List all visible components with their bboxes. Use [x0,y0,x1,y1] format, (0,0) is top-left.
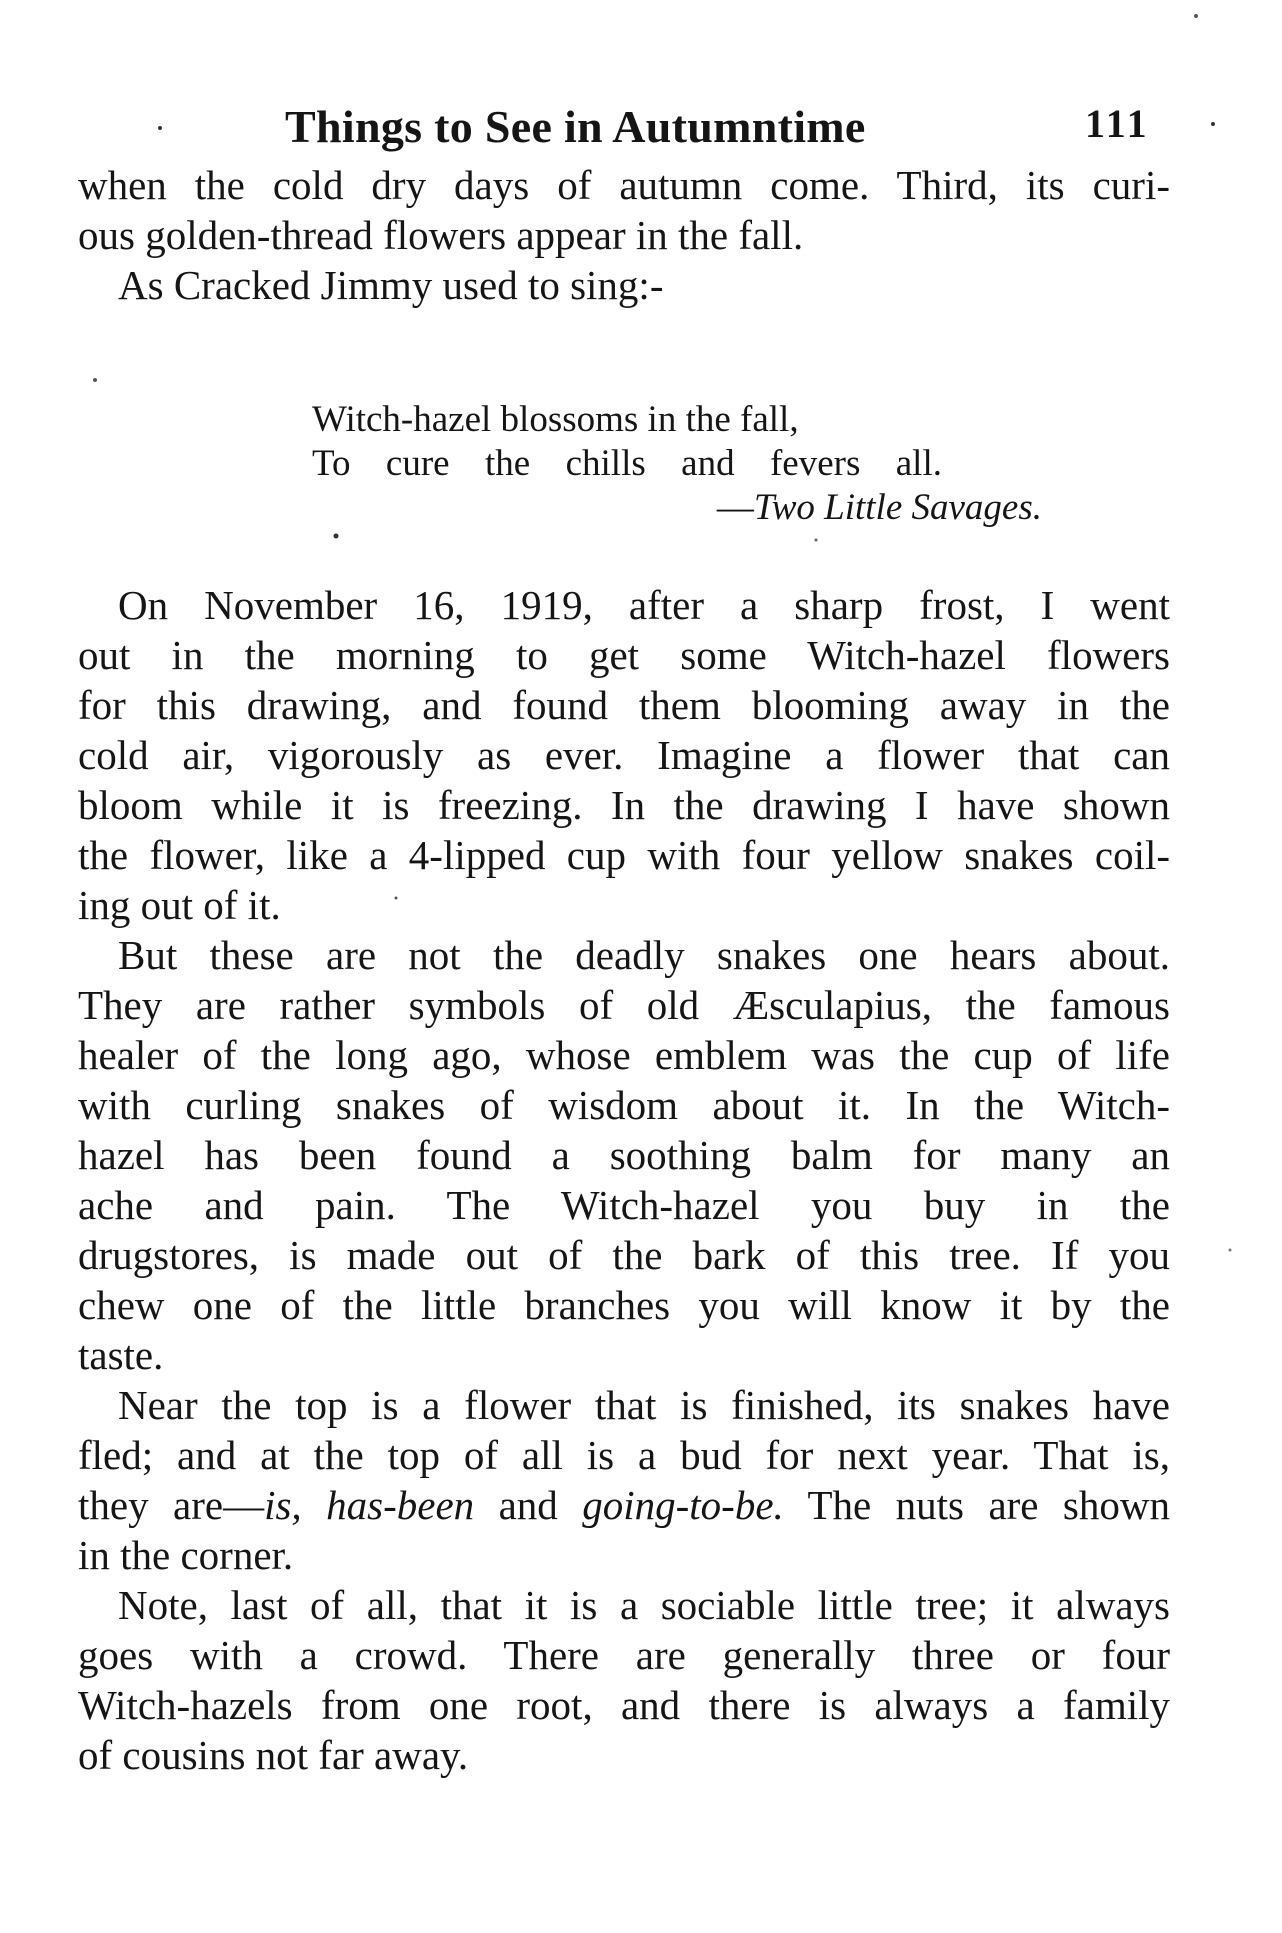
text-line: of cousins not far away. [78,1732,469,1778]
page-number: 111 [1085,101,1150,146]
text-line: in the corner. [78,1532,294,1578]
text-line: drugstores, is made out of the bark of this tree. If you [78,1232,1170,1278]
text-line: when the cold dry days of autumn come. Third, its curi- [78,162,1170,208]
verse-attribution [640,486,1042,530]
text-line: They are rather symbols of old Æsculapius, the famous [78,982,1170,1028]
text-line: On November 16, 1919, after a sharp frost, I went [118,582,1170,628]
chapter-title: Things to See in Autumntime [285,101,866,152]
text-run [302,1482,326,1528]
verse-line: To cure the chills and fevers all. [312,443,942,484]
text-run: they are— [78,1482,265,1528]
text-line: cold air, vigorously as ever. Imagine a flower that can [78,732,1170,778]
text-run: and [474,1482,583,1528]
italic-term-has-been: has-been [326,1482,475,1528]
text-line: out in the morning to get some Witch-hazel flowers [78,632,1170,678]
text-line: As Cracked Jimmy used to sing:- [118,262,664,308]
text-line: the flower, like a 4-lipped cup with four yellow snakes coil- [78,832,1170,878]
italic-term-is: is, [264,1482,302,1528]
running-head [0,100,1282,160]
text-line: chew one of the little branches you will know it by the [78,1282,1170,1328]
text-line: healer of the long ago, whose emblem was the cup of life [78,1032,1170,1078]
text-line: ache and pain. The Witch-hazel you buy in the [78,1182,1170,1228]
speck [815,539,818,542]
text-line: goes with a crowd. There are generally three or four [78,1632,1170,1678]
speck [1229,1249,1232,1252]
text-line [78,1480,1170,1530]
speck [93,378,97,382]
text-line: with curling snakes of wisdom about it. In the Witch- [78,1082,1170,1128]
text-line: ous golden-thread flowers appear in the fall. [78,212,804,258]
attribution-dash: — [716,487,754,528]
text-line: Note, last of all, that it is a sociable little tree; it always [118,1582,1170,1628]
text-line: Witch-hazels from one root, and there is always a family [78,1682,1170,1728]
text-line: for this drawing, and found them blooming away in the [78,682,1170,728]
text-line: fled; and at the top of all is a bud for next year. That is, [78,1432,1170,1478]
italic-term-going-to-be: going-to-be. [582,1482,784,1528]
text-line: taste. [78,1332,164,1378]
text-line: hazel has been found a soothing balm for many an [78,1132,1170,1178]
text-line: But these are not the deadly snakes one hears about. [118,932,1170,978]
speck [1194,14,1198,18]
verse-line: Witch-hazel blossoms in the fall, [312,399,799,440]
text-line: ing out of it. [78,882,281,928]
speck [334,534,339,539]
text-line: Near the top is a flower that is finished, its snakes have [118,1382,1170,1428]
attribution-source: Two Little Savages. [753,487,1042,528]
text-run: The nuts are shown [783,1482,1171,1528]
text-line: bloom while it is freezing. In the drawing I have shown [78,782,1170,828]
